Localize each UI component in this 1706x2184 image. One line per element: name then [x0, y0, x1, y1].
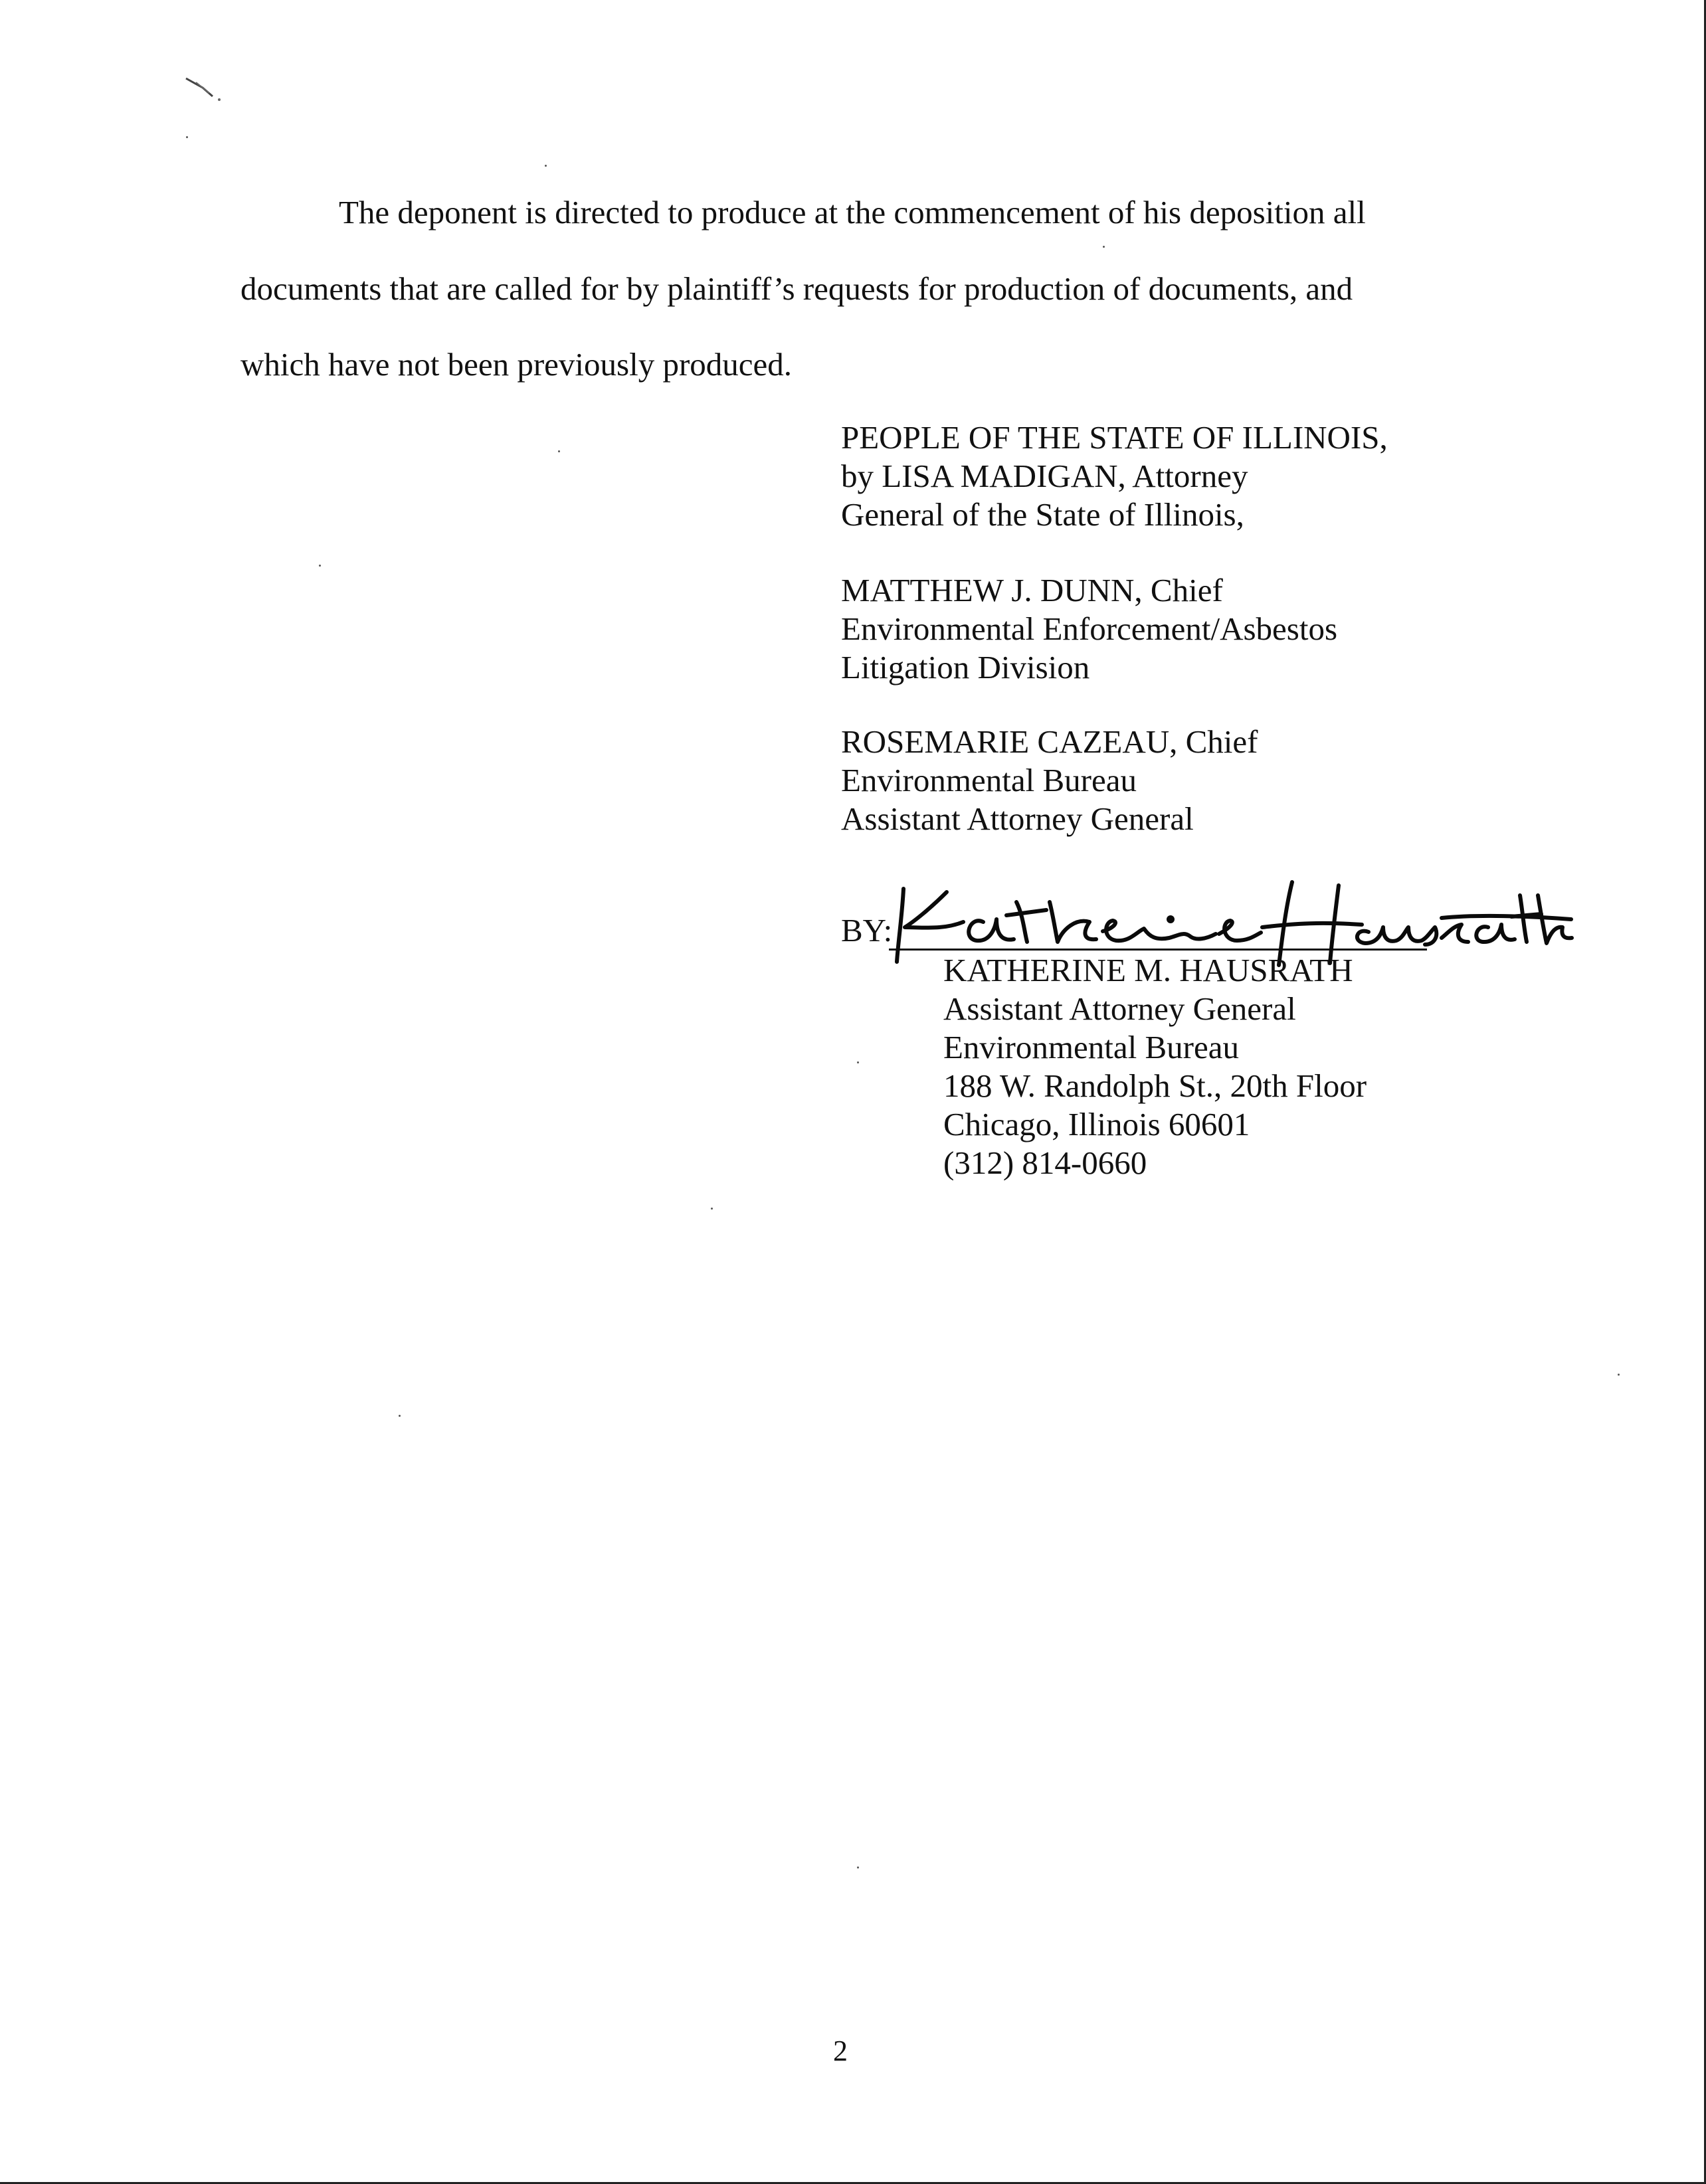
- signer-block: [943, 951, 1367, 1182]
- page-number: 2: [833, 2035, 848, 2067]
- bureau-chief-block: [841, 723, 1258, 838]
- scan-speck: [186, 136, 188, 138]
- party-block: [841, 418, 1388, 534]
- party-line: PEOPLE OF THE STATE OF ILLINOIS,: [841, 419, 1388, 456]
- signer-line: (312) 814-0660: [943, 1144, 1147, 1181]
- body-line-1: The deponent is directed to produce at the commencement of his deposition all: [339, 194, 1366, 230]
- bureau-chief-line: ROSEMARIE CAZEAU, Chief: [841, 723, 1258, 760]
- scan-speck: [857, 1866, 859, 1868]
- body-line-3: which have not been previously produced.: [240, 346, 793, 383]
- party-line: by LISA MADIGAN, Attorney: [841, 458, 1248, 494]
- scan-speck: [1618, 1374, 1620, 1376]
- scan-speck: [545, 165, 547, 167]
- scan-speck: [558, 450, 560, 452]
- chief-line: Litigation Division: [841, 649, 1090, 685]
- chief-line: MATTHEW J. DUNN, Chief: [841, 572, 1223, 608]
- signer-line: KATHERINE M. HAUSRATH: [943, 952, 1353, 988]
- scan-mark: [183, 73, 229, 106]
- scan-speck: [857, 1061, 859, 1063]
- scan-speck: [1103, 246, 1105, 248]
- chief-block: [841, 571, 1337, 687]
- bureau-chief-line: Environmental Bureau: [841, 762, 1137, 798]
- chief-line: Environmental Enforcement/Asbestos: [841, 610, 1338, 647]
- signer-line: Chicago, Illinois 60601: [943, 1106, 1250, 1142]
- party-line: General of the State of Illinois,: [841, 496, 1244, 533]
- scan-speck: [711, 1208, 713, 1210]
- by-label: BY:: [841, 912, 893, 949]
- signer-line: 188 W. Randolph St., 20th Floor: [943, 1067, 1367, 1104]
- signer-line: Assistant Attorney General: [943, 990, 1296, 1027]
- scan-speck: [319, 565, 321, 567]
- signer-line: Environmental Bureau: [943, 1029, 1239, 1065]
- body-line-2: documents that are called for by plaintiff’s requests for production of documents, and: [240, 270, 1353, 307]
- bureau-chief-line: Assistant Attorney General: [841, 800, 1194, 837]
- scan-speck: [399, 1415, 401, 1417]
